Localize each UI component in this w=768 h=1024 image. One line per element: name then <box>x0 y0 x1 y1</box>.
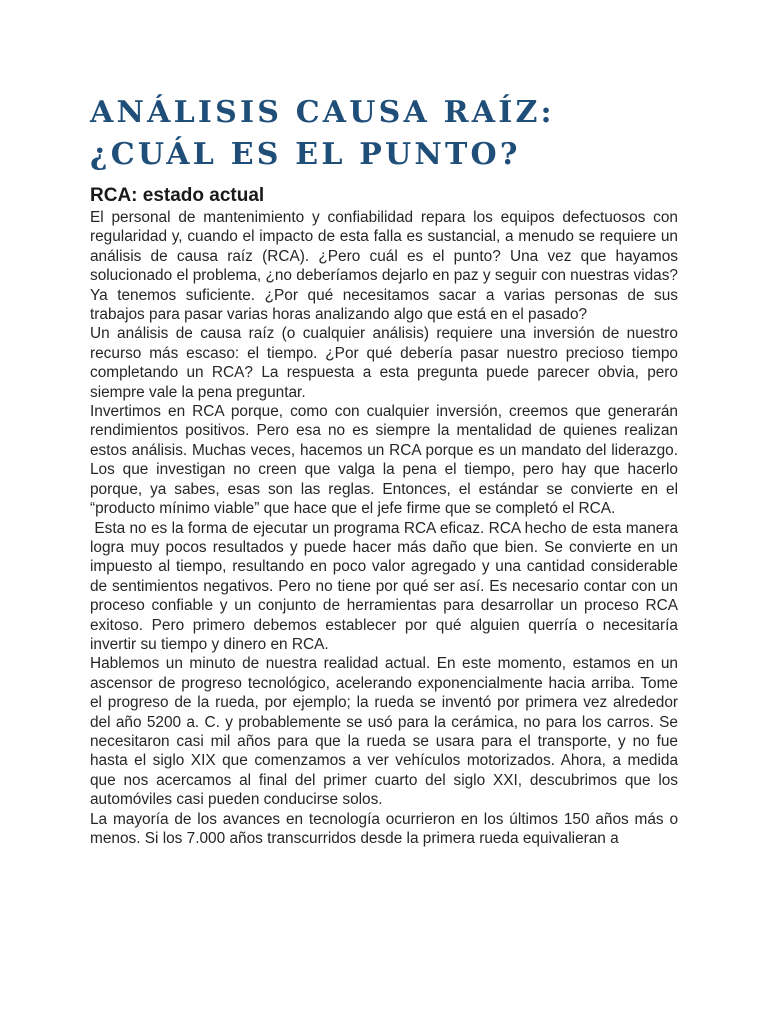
paragraph-4: Esta no es la forma de ejecutar un programa RCA eficaz. RCA hecho de esta manera logra muy pocos resultados y puede hacer más daño que bien. Se convierte en un impuesto al tiempo, resultando en poco valor agregado y una cantidad considerable de sentimientos negativos. Pero no tiene por qué ser así. Es necesario contar con un proceso confiable y un conjunto de herramientas para desarrollar un proceso RCA exitoso. Pero primero debemos establecer por qué alguien querría o necesitaría invertir su tiempo y dinero en RCA. <box>90 519 683 653</box>
section-heading: RCA: estado actual <box>90 185 265 206</box>
document-body <box>90 92 683 848</box>
paragraph-6: La mayoría de los avances en tecnología ocurrieron en los últimos 150 años más o menos. Si los 7.000 años transcurridos desde la primera rueda equivalieran a <box>90 810 683 847</box>
document-title: ANÁLISIS CAUSA RAÍZ: ¿CUÁL ES EL PUNTO? <box>90 95 555 172</box>
paragraph-2: Un análisis de causa raíz (o cualquier análisis) requiere una inversión de nuestro recurso más escaso: el tiempo. ¿Por qué debería pasar nuestro precioso tiempo completando un RCA? La respuesta a esta pregunta puede parecer obvia, pero siempre vale la pena preguntar. <box>90 325 683 401</box>
paragraph-3: Invertimos en RCA porque, como con cualquier inversión, creemos que generarán rendimientos positivos. Pero esa no es siempre la mentalidad de quienes realizan estos análisis. Muchas veces, hacemos un RCA porque es un mandato del liderazgo. Los que investigan no creen que valga la pena el tiempo, pero hay que hacerlo porque, ya sabes, esas son las reglas. Entonces, el estándar se convierte en el “producto mínimo viable” que hace que el jefe firme que se completó el RCA. <box>90 403 683 518</box>
paragraph-5: Hablemos un minuto de nuestra realidad actual. En este momento, estamos en un ascensor de progreso tecnológico, acelerando exponencialmente hacia arriba. Tome el progreso de la rueda, por ejemplo; la rueda se inventó por primera vez alrededor del año 5200 a. C. y probablemente se usó para la cerámica, no para los carros. Se necesitaron casi mil años para que la rueda se usara para el transporte, y no fue hasta el siglo XIX que comenzamos a ver vehículos motorizados. Ahora, a medida que nos acercamos al final del primer cuarto del siglo XXI, descubrimos que los automóviles casi pueden conducirse solos. <box>90 655 683 809</box>
paragraph-1: El personal de mantenimiento y confiabilidad repara los equipos defectuosos con regularidad y, cuando el impacto de esta falla es sustancial, a menudo se requiere un análisis de causa raíz (RCA). ¿Pero cuál es el punto? Una vez que hayamos solucionado el problema, ¿no deberíamos dejarlo en paz y seguir con nuestras vidas? Ya tenemos suficiente. ¿Por qué necesitamos sacar a varias personas de sus trabajos para pasar varias horas analizando algo que está en el pasado? <box>90 209 683 324</box>
